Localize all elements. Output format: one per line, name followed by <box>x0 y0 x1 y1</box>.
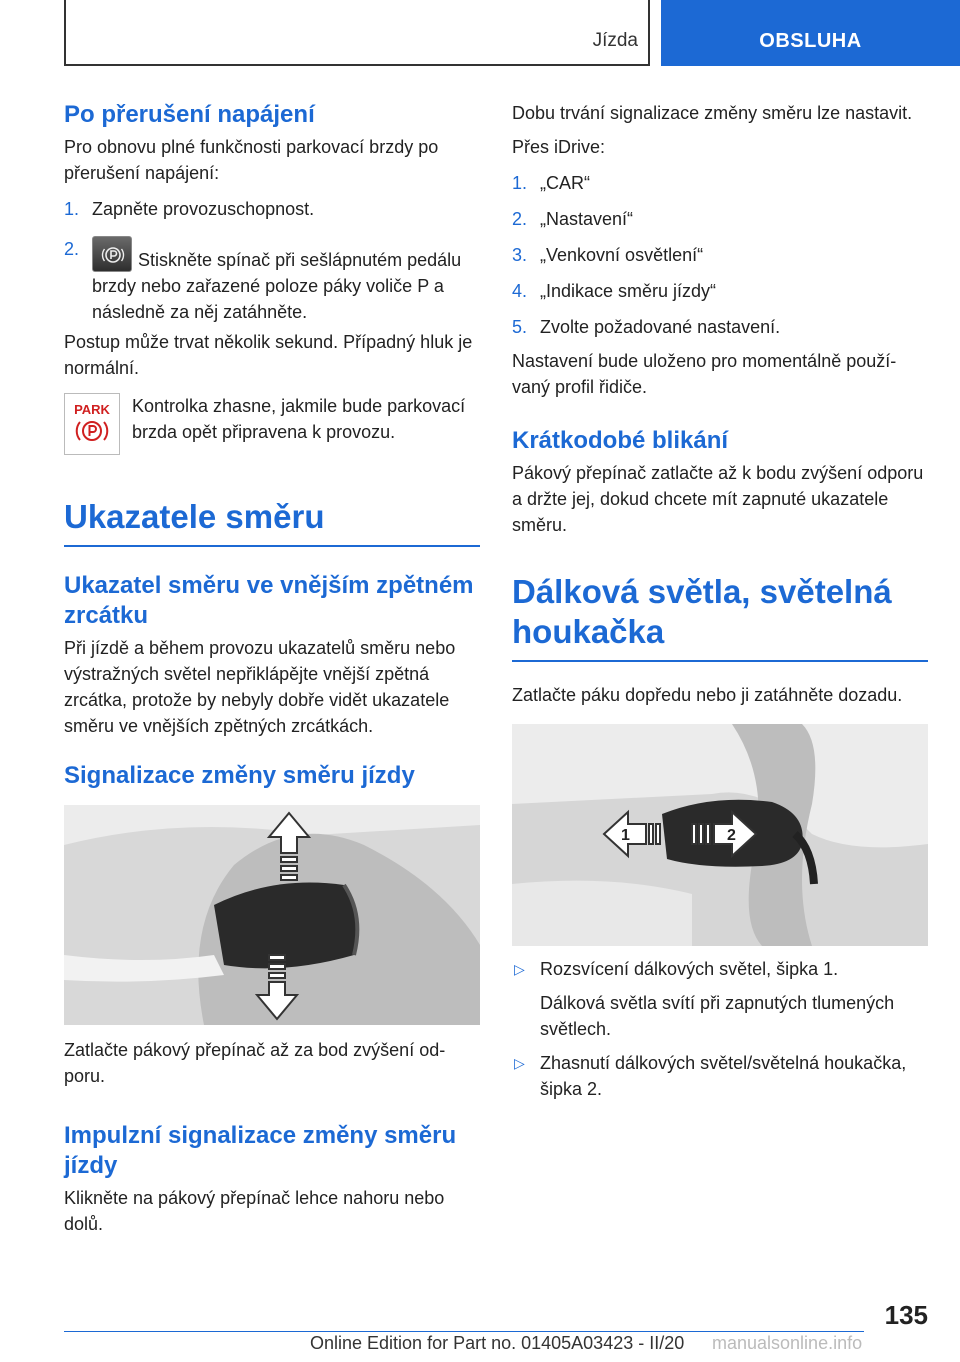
menu-path-item <box>512 242 928 268</box>
menu-path-item <box>512 278 928 304</box>
right-column <box>512 100 928 1102</box>
step-item <box>64 196 480 222</box>
footer-watermark: manualsonline.info <box>712 1333 863 1353</box>
paragraph-noise: Postup může trvat několik sekund. Případný hluk je normální. <box>64 332 473 378</box>
paragraph-idrive: Přes iDrive: <box>512 137 606 157</box>
indicator-note <box>64 393 480 455</box>
heading-short-flash: Krátkodobé blikání <box>512 427 729 454</box>
high-beam-item-text: Zhasnutí dálkových světel/světelná houkačka, šipka 2. <box>540 1053 907 1099</box>
heading-turn-signals: Ukazatele směru <box>64 497 480 547</box>
paragraph-power: Pro obnovu plné funkčnosti parkovací brzdy po přerušení napájení: <box>64 137 439 183</box>
triangle-bullet-icon: ▷ <box>514 1055 525 1071</box>
high-beam-lever-figure <box>512 724 928 946</box>
park-lamp-label: PARK <box>74 402 110 417</box>
menu-path-text: „CAR“ <box>540 173 590 193</box>
menu-path-number: 2. <box>512 209 528 229</box>
heading-power-interruption: Po přerušení napájení <box>64 101 315 128</box>
menu-path-number: 1. <box>512 173 528 193</box>
high-beam-item-note: Dálková světla svítí při zapnutých tlumených světlech. <box>540 993 895 1039</box>
menu-path-list <box>512 170 928 340</box>
heading-mirror-indicator: Ukazatel směru ve vnějším zpětném zrcátku <box>64 572 474 629</box>
menu-path-item <box>512 206 928 232</box>
menu-path-number: 3. <box>512 245 528 265</box>
menu-path-text: „Venkovní osvětlení“ <box>540 245 704 265</box>
step-number: 1. <box>64 199 80 219</box>
park-lamp-icon <box>64 393 120 455</box>
paragraph-duration: Dobu trvání signalizace změny směru lze nastavit. <box>512 103 913 123</box>
step-text: Zapněte provozuschopnost. <box>92 199 315 219</box>
turn-signal-lever-figure <box>64 805 480 1025</box>
menu-path-text: „Indikace směru jízdy“ <box>540 281 717 301</box>
step-text: Stiskněte spínač při sešlápnutém pedálu brzdy nebo zařazené poloze páky voliče P a následně za něj zatáhněte. <box>92 250 462 322</box>
high-beam-item <box>512 1050 928 1102</box>
header-section-box <box>64 0 650 66</box>
left-column <box>64 100 480 1237</box>
menu-path-number: 4. <box>512 281 528 301</box>
paragraph-high: Zatlačte páku dopředu nebo ji zatáhněte dozadu. <box>512 685 903 705</box>
step-item <box>64 236 480 325</box>
paragraph-lamp: Kontrolka zhasne, jakmile bude parkovací brzda opět připravena k provozu. <box>132 396 466 442</box>
brake-symbol-icon <box>72 417 112 445</box>
step-number: 2. <box>64 239 80 259</box>
heading-pulse-signal: Impulzní signalizace změny směru jízdy <box>64 1122 457 1179</box>
paragraph-saved: Nastavení bude uloženo pro momentálně používaný profil řidiče. <box>512 351 897 397</box>
parking-brake-button-icon <box>92 236 132 272</box>
paragraph-pulse: Klikněte na pákový přepínač lehce nahoru nebo dolů. <box>64 1188 445 1234</box>
menu-path-item <box>512 314 928 340</box>
high-beam-item <box>512 956 928 1042</box>
menu-path-text: Zvolte požadované nastavení. <box>540 317 781 337</box>
heading-high-beam: Dálková světla, světelná houkačka <box>512 572 928 662</box>
steps-list <box>64 196 480 325</box>
paragraph-signal: Zatlačte pákový přepínač až za bod zvýšení odporu. <box>64 1040 446 1086</box>
high-beam-list <box>512 956 928 1102</box>
arrow-1-label: 1 <box>621 827 630 844</box>
menu-path-number: 5. <box>512 317 528 337</box>
high-beam-item-text: Rozsvícení dálkových světel, šipka 1. <box>540 959 839 979</box>
paragraph-mirror: Při jízdě a během provozu ukazatelů směru nebo výstražných světel nepřiklápějte vnější zpětná zrcátka, protože by nebyly dobře vidět ukazatele směru ve vnějších zpětných zrcátkách. <box>64 638 456 736</box>
header-chapter-tab: OBSLUHA <box>661 0 960 66</box>
menu-path-item <box>512 170 928 196</box>
page-number: 135 <box>884 1300 928 1330</box>
arrow-2-label: 2 <box>727 827 736 844</box>
paragraph-short: Pákový přepínač zatlačte až k bodu zvýšení odporu a držte jej, dokud chcete mít zapnuté ukazatele směru. <box>512 463 924 535</box>
triangle-bullet-icon: ▷ <box>514 961 525 977</box>
heading-signal-change: Signalizace změny směru jízdy <box>64 762 415 789</box>
footer-edition: Online Edition for Part no. 01405A03423 - II/20 <box>310 1333 685 1353</box>
footer-rule <box>64 1331 864 1332</box>
menu-path-text: „Nastavení“ <box>540 209 634 229</box>
header-section-title: Jízda <box>592 30 638 51</box>
